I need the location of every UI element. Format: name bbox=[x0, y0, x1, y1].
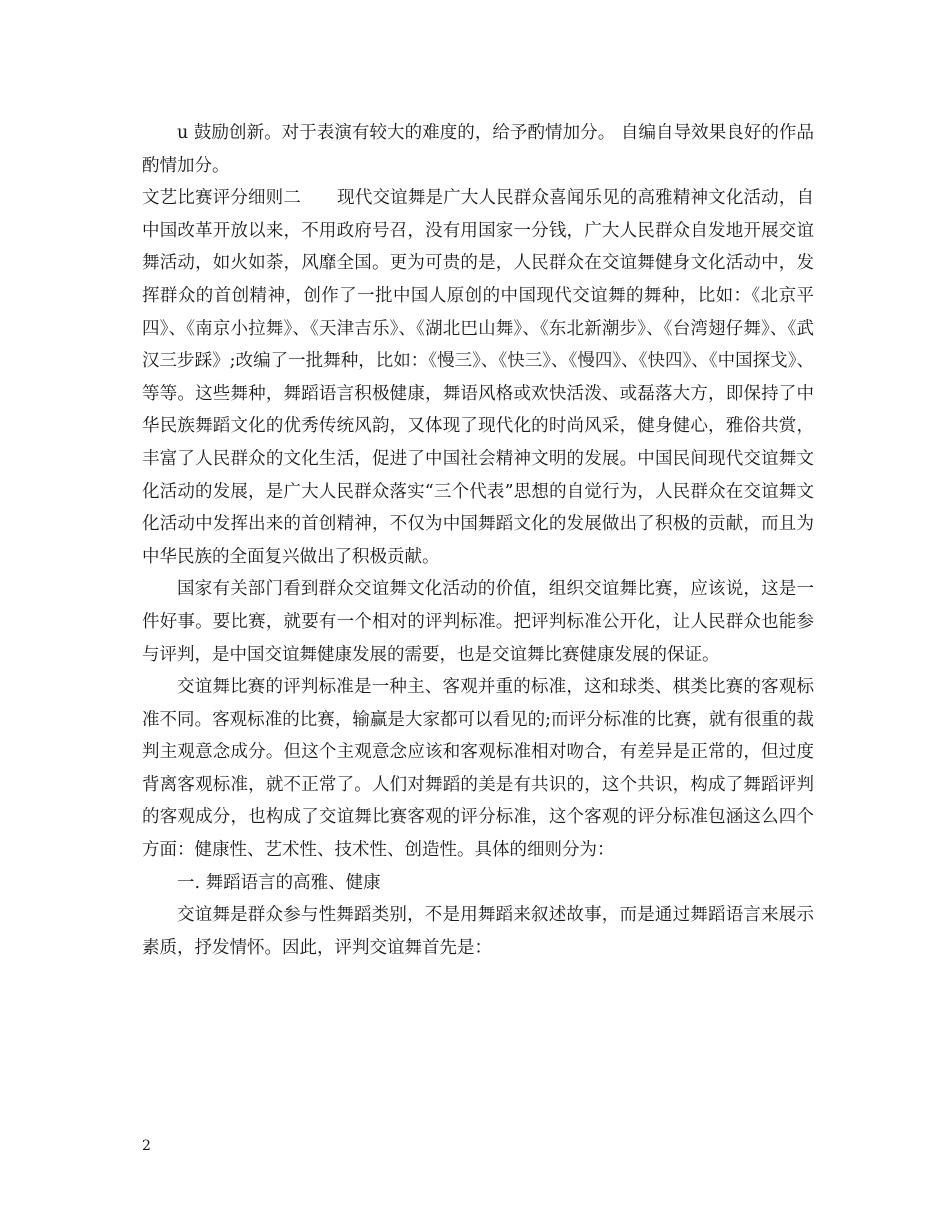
paragraph-text: 交谊舞比赛的评判标准是一种主、客观并重的标准，这和球类、棋类比赛的客观标准不同。客观标准的比赛，输赢是大家都可以看见的;而评分标准的比赛，就有很重的裁判主观意念成分。但这个主观意念应该和客观标准相对吻合，有差异是正常的，但过度背离客观标准，就不正常了。人们对舞蹈的美是有共识的，这个共识，构成了舞蹈评判的客观成分，也构成了交谊舞比赛客观的评分标准，这个客观的评分标准包涵这么四个方面：健康性、艺术性、技术性、创造性。具体的细则分为： bbox=[142, 677, 814, 861]
body-text bbox=[142, 117, 814, 964]
paragraph-innovation bbox=[142, 117, 814, 182]
paragraph-section-two bbox=[142, 182, 814, 573]
paragraph-text: 现代交谊舞是广大人民群众喜闻乐见的高雅精神文化活动，自中国改革开放以来，不用政府号召，没有用国家一分钱，广大人民群众自发地开展交谊舞活动，如火如荼，风靡全国。更为可贵的是，人民群众在交谊舞健身文化活动中，发挥群众的首创精神，创作了一批中国人原创的中国现代交谊舞的舞种，比如：《北京平四》、《南京小拉舞》、《天津吉乐》、《湖北巴山舞》、《东北新潮步》、《台湾翅仔舞》、《武汉三步踩》;改编了一批舞种，比如：《慢三》、《快三》、《慢四》、《快四》、《中国探戈》、等等。这些舞种，舞蹈语言积极健康，舞语风格或欢快活泼、或磊落大方，即保持了中华民族舞蹈文化的优秀传统风韵，又体现了现代化的时尚风采，健身健心，雅俗共赏，丰富了人民群众的文化生活，促进了中国社会精神文明的发展。中国民间现代交谊舞文化活动的发展，是广大人民群众落实“三个代表”思想的自觉行为，人民群众在交谊舞文化活动中发挥出来的首创精神，不仅为中国舞蹈文化的发展做出了积极的贡献，而且为中华民族的全面复兴做出了积极贡献。 bbox=[142, 188, 814, 567]
heading-dance-language bbox=[142, 867, 814, 900]
paragraph-competition-value bbox=[142, 573, 814, 671]
paragraph-text: u 鼓励创新。对于表演有较大的难度的，给予酌情加分。 自编自导效果良好的作品酌情加分。 bbox=[142, 123, 814, 176]
section-title: 文艺比赛评分细则二 bbox=[142, 188, 301, 209]
paragraph-text: 国家有关部门看到群众交谊舞文化活动的价值，组织交谊舞比赛，应该说，这是一件好事。要比赛，就要有一个相对的评判标准。把评判标准公开化，让人民群众也能参与评判，是中国交谊舞健康发展的需要，也是交谊舞比赛健康发展的保证。 bbox=[142, 579, 814, 665]
heading-text: 一. 舞蹈语言的高雅、健康 bbox=[177, 872, 381, 893]
paragraph-text: 交谊舞是群众参与性舞蹈类别，不是用舞蹈来叙述故事，而是通过舞蹈语言来展示素质，抒发情怀。因此，评判交谊舞首先是： bbox=[142, 905, 814, 958]
paragraph-dance-language bbox=[142, 899, 814, 964]
paragraph-judging-standard bbox=[142, 671, 814, 867]
page-number: 2 bbox=[142, 1138, 151, 1154]
